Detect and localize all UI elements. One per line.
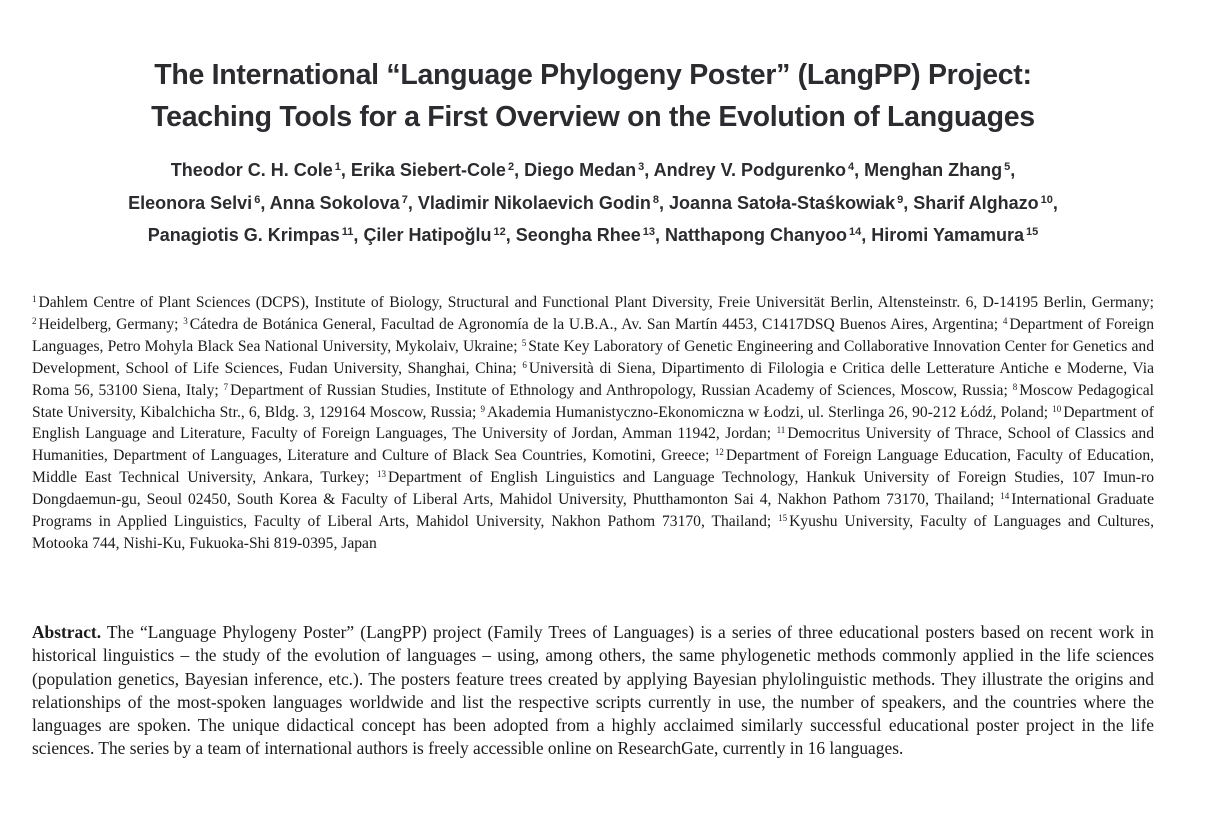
affiliation: $^{14}$ International Graduate Programs in Applied Linguistics, Faculty of Liberal Arts, Mahidol University, Nakhon Pathom 73170, Thailand;	[32, 491, 1154, 531]
author: Menghan Zhang $^5$	[864, 160, 1011, 180]
author: Andrey V. Podgurenko $^4$	[653, 160, 855, 180]
affiliation: $^4$ Department of Foreign Languages, Petro Mohyla Black Sea National University, Mykolaiv, Ukraine;	[32, 315, 1155, 355]
author: Diego Medan $^3$	[524, 160, 645, 180]
author-line-1: Theodor C. H. Cole $^1$, Erika Siebert-Cole $^2$, Diego Medan $^3$, Andrey V. Podgurenko $^4$, Menghan Zhang $^5$,	[170, 160, 1016, 180]
author: Eleonora Selvi $^6$	[128, 192, 261, 213]
author: Sharif Alghazo $^{10}$	[913, 192, 1053, 213]
author: Joanna Satoła-Staśkowiak $^9$	[669, 192, 904, 213]
author: Hiromi Yamamura $^{15}$	[871, 225, 1039, 245]
affiliation: $^5$ State Key Laboratory of Genetic Engineering and Collaborative Innovation Center for Genetics and Development, School of Life Sciences, Fudan University, Shanghai, China;	[32, 337, 1155, 377]
title-line-1: The International “Language Phylogeny Poster” (LangPP) Project:	[154, 59, 1032, 91]
abstract-text: The “Language Phylogeny Poster” (LangPP) project (Family Trees of Languages) is a series of three educational posters based on recent work in historical linguistics – the study of the evolution of languages – using, among others, the same phylogenetic methods commonly applied in the life sciences (population genetics, Bayesian inference, etc.). The posters feature trees created by applying Bayesian phylolinguistic methods. They illustrate the origins and relationships of the most-spoken languages worldwide and list the respective scripts currently in use, the number of speakers, and the countries where the languages are spoken. The unique didactical concept has been adopted from a highly acclaimed similarly successful educational poster project in the life sciences. The series by a team of international authors is freely accessible online on ResearchGate, currently in 16 languages.	[32, 622, 1154, 759]
affiliation: $^{12}$ Department of Foreign Language Education, Faculty of Education, Middle East Technical University, Ankara, Turkey;	[32, 447, 1155, 487]
affiliations	[32, 293, 1154, 555]
affiliation: $^1$ Dahlem Centre of Plant Sciences (DCPS), Institute of Biology, Structural and Functional Plant Diversity, Freie Universität Berlin, Altensteinstr. 6, D-14195 Berlin, Germany;	[32, 294, 1154, 311]
affiliation: $^{10}$ Department of English Language and Literature, Faculty of Foreign Languages, The University of Jordan, Amman 11942, Jordan;	[32, 403, 1154, 443]
affiliation: $^3$ Cátedra de Botánica General, Facultad de Agronomía de la U.B.A., Av. San Martín 4453, C1417DSQ Buenos Aires, Argentina;	[183, 315, 999, 333]
author: Natthapong Chanyoo $^{14}$	[665, 225, 862, 245]
author: Theodor C. H. Cole $^1$	[170, 160, 341, 180]
affiliation: $^7$ Department of Russian Studies, Institute of Ethnology and Anthropology, Russian Academy of Sciences, Moscow, Russia;	[223, 381, 1008, 399]
author: Panagiotis G. Krimpas $^{11}$	[147, 225, 354, 245]
title-line-2: Teaching Tools for a First Overview on the Evolution of Languages	[151, 101, 1035, 133]
author: Erika Siebert-Cole $^2$	[350, 160, 515, 180]
affiliation: $^2$ Heidelberg, Germany;	[32, 315, 179, 333]
affiliation: $^6$ Università di Siena, Dipartimento di Filologia e Critica delle Letterature Antiche e Moderne, Via Roma 56, 53100 Siena, Italy;	[32, 359, 1155, 399]
abstract	[32, 621, 1154, 761]
author: Çiler Hatipoğlu $^{12}$	[363, 225, 506, 245]
paper-title	[40, 54, 1146, 138]
author-line-2: Eleonora Selvi $^6$, Anna Sokolova $^7$, Vladimir Nikolaevich Godin $^8$, Joanna Satoła-Staśkowiak $^9$, Sharif Alghazo $^{10}$,	[128, 192, 1058, 213]
author-list	[30, 156, 1156, 254]
author: Anna Sokolova $^7$	[269, 192, 408, 213]
author: Seongha Rhee $^{13}$	[515, 225, 655, 245]
affiliation: $^{13}$ Department of English Linguistics and Language Technology, Hankuk University of Foreign Studies, 107 Imun-ro Dongdaemun-gu, Seoul 02450, South Korea & Faculty of Liberal Arts, Mahidol University, Phutthamonton Sai 4, Nakhon Pathom 73170, Thailand;	[32, 469, 1154, 509]
affiliation: $^{11}$ Democritus University of Thrace, School of Classics and Humanities, Department of Languages, Literature and Culture of Black Sea Countries, Komotini, Greece;	[32, 425, 1154, 465]
author: Vladimir Nikolaevich Godin $^8$	[417, 192, 660, 213]
author-line-3: Panagiotis G. Krimpas $^{11}$, Çiler Hatipoğlu $^{12}$, Seongha Rhee $^{13}$, Natthapong Chanyoo $^{14}$, Hiromi Yamamura $^{15}$	[147, 225, 1039, 245]
affiliation: $^9$ Akademia Humanistyczno-Ekonomiczna w Łodzi, ul. Sterlinga 26, 90-212 Łódź, Poland;	[480, 403, 1049, 421]
abstract-label: Abstract.	[32, 622, 102, 642]
affiliation: $^{15}$ Kyushu University, Faculty of Languages and Cultures, Motooka 744, Nishi-Ku, Fukuoka-Shi 819-0395, Japan	[32, 513, 1154, 552]
affiliation: $^8$ Moscow Pedagogical State University, Kibalchicha Str., 6, Bldg. 3, 129164 Moscow, Russia;	[32, 381, 1154, 421]
